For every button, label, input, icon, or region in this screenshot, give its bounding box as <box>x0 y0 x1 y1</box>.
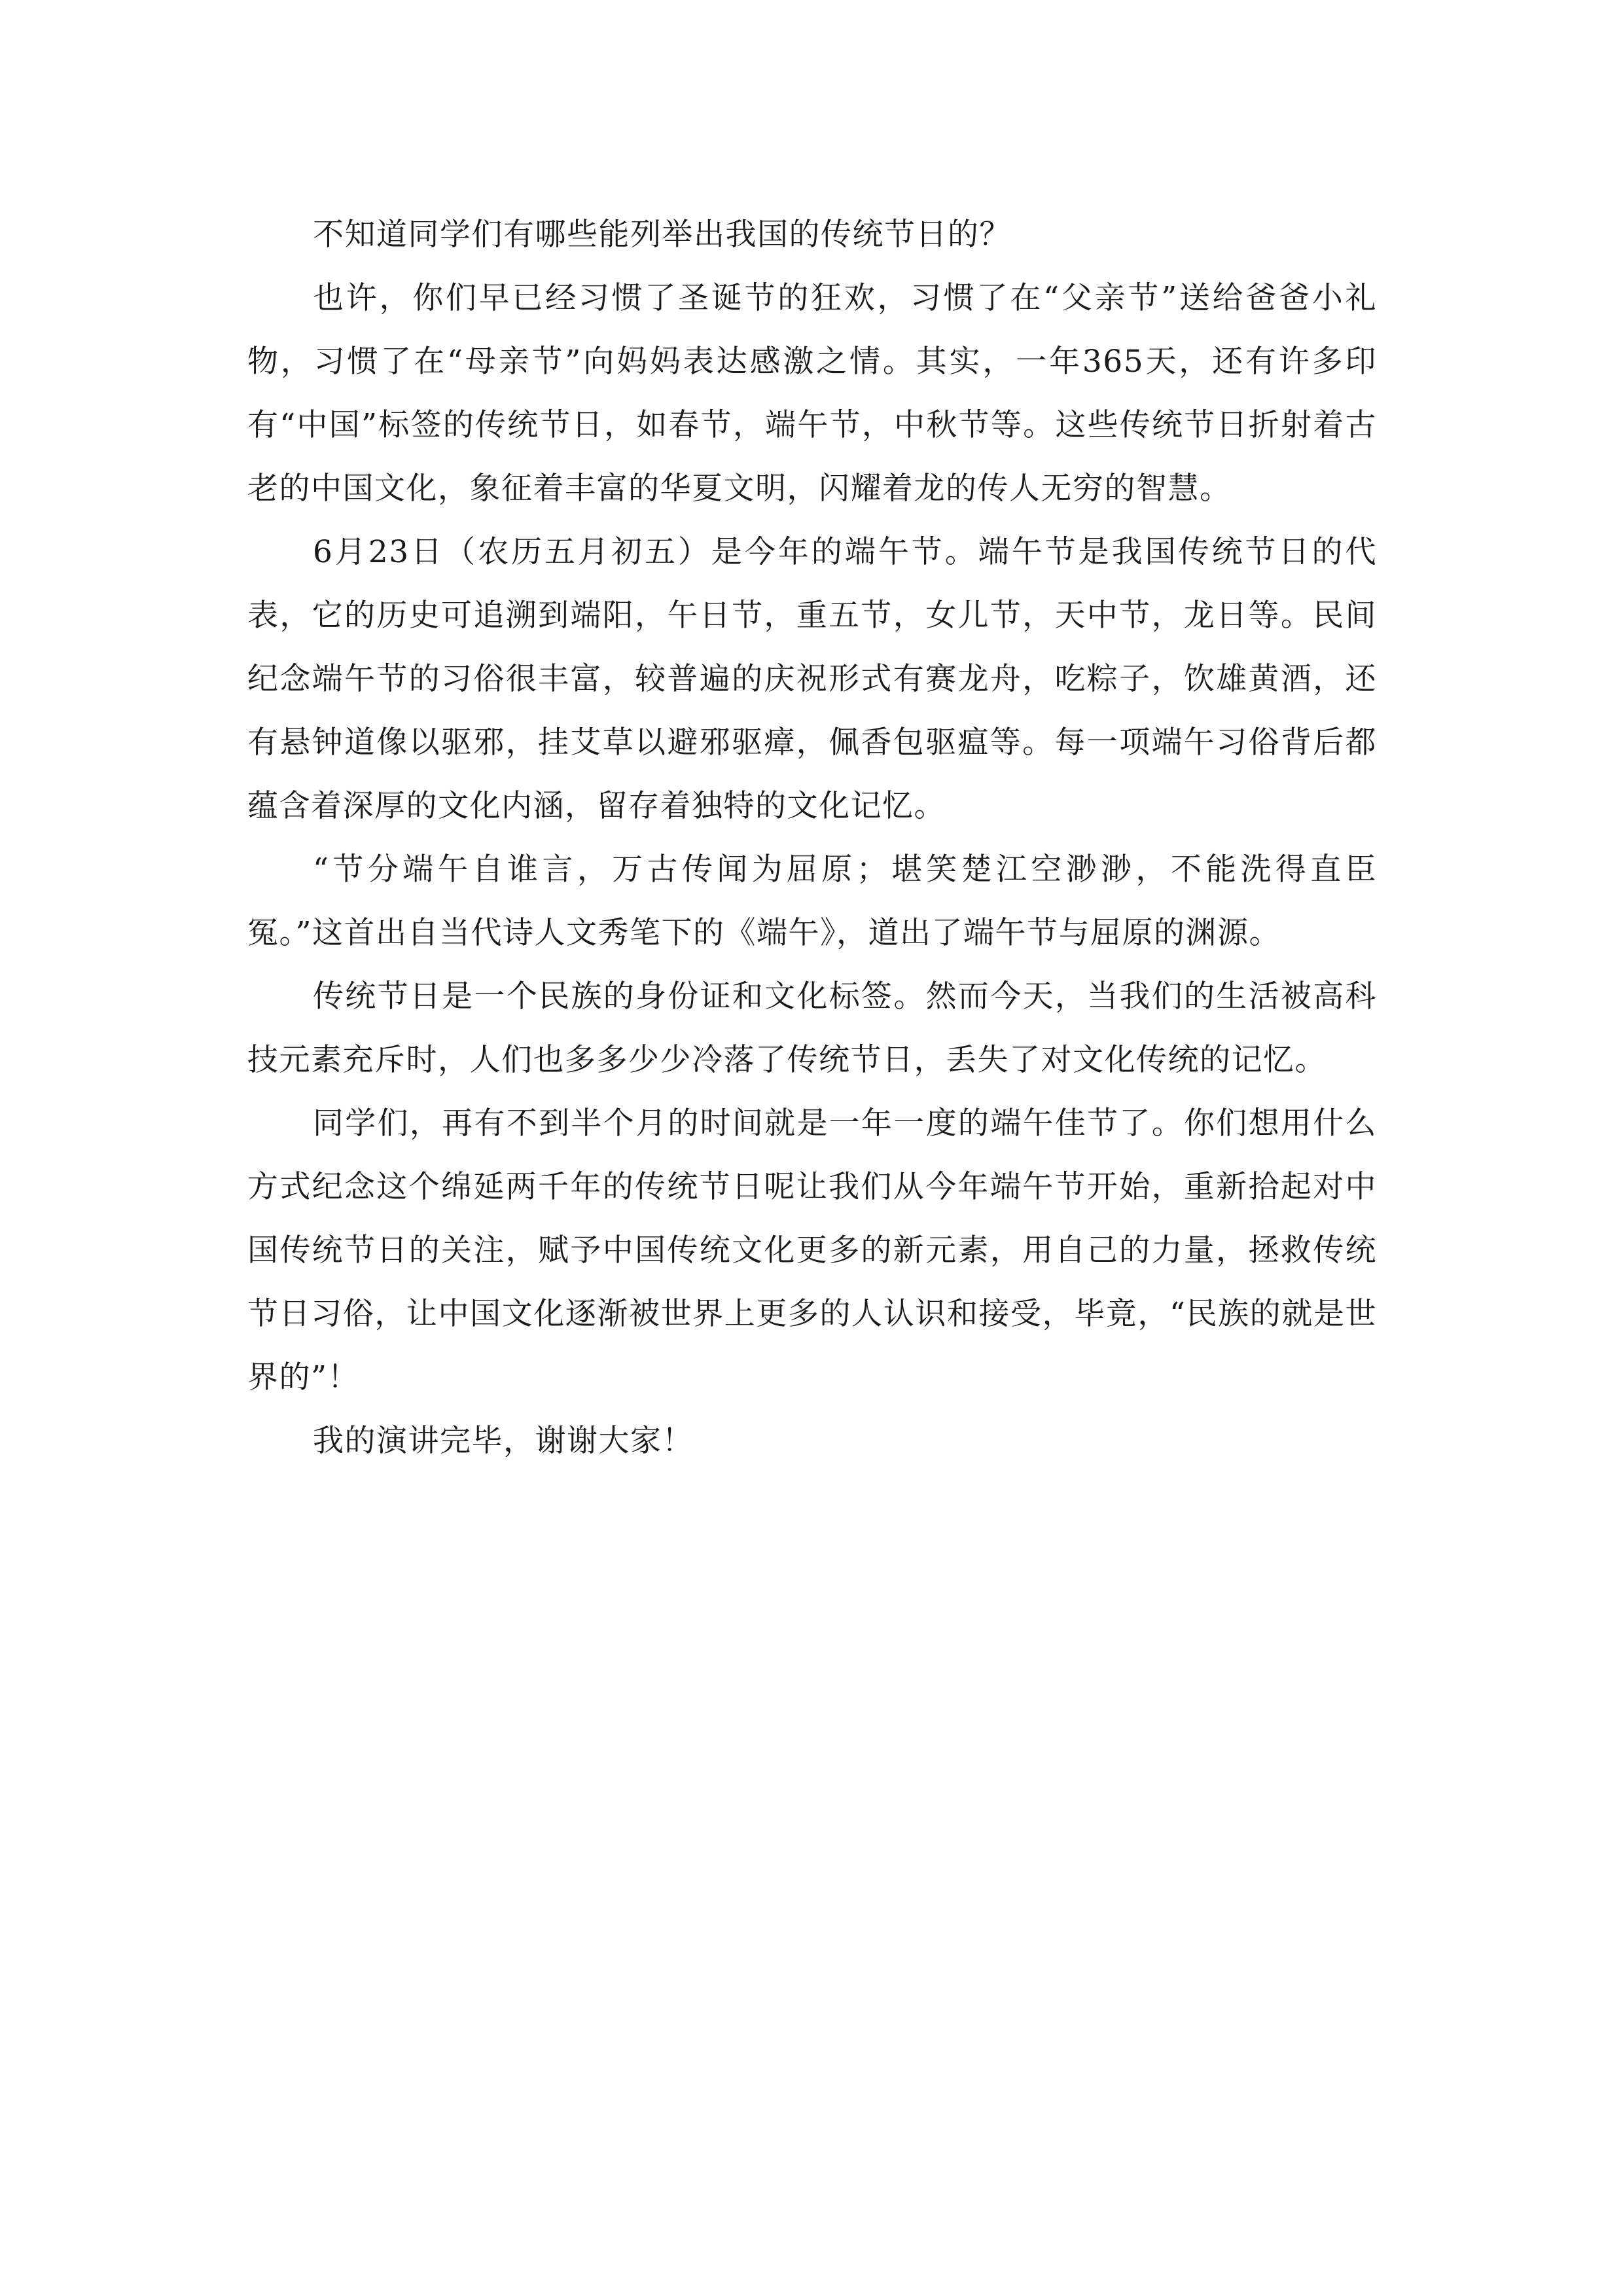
speech-body <box>247 203 1377 1473</box>
paragraph-opening-question: 不知道同学们有哪些能列举出我国的传统节日的？ <box>313 217 1011 253</box>
paragraph-cultural-identity: 传统节日是一个民族的身份证和文化标签。然而今天，当我们的生活被高科技元素充斥时，人们也多多少少冷落了传统节日，丢失了对文化传统的记忆。 <box>247 978 1377 1078</box>
paragraph-call-to-action: 同学们，再有不到半个月的时间就是一年一度的端午佳节了。你们想用什么方式纪念这个绵延两千年的传统节日呢让我们从今年端午节开始，重新拾起对中国传统节日的关注，赋予中国传统文化更多的新元素，用自己的力量，拯救传统节日习俗，让中国文化逐渐被世界上更多的人认识和接受，毕竟，“民族的就是世界的”！ <box>247 1105 1377 1395</box>
paragraph-western-holidays: 也许，你们早已经习惯了圣诞节的狂欢，习惯了在“父亲节”送给爸爸小礼物，习惯了在“母亲节”向妈妈表达感激之情。其实，一年365天，还有许多印有“中国”标签的传统节日，如春节，端午节，中秋节等。这些传统节日折射着古老的中国文化，象征着丰富的华夏文明，闪耀着龙的传人无穷的智慧。 <box>247 280 1377 507</box>
paragraph-dragon-boat-customs: 6月23日（农历五月初五）是今年的端午节。端午节是我国传统节日的代表，它的历史可追溯到端阳，午日节，重五节，女儿节，天中节，龙日等。民间纪念端午节的习俗很丰富，较普遍的庆祝形式有赛龙舟，吃粽子，饮雄黄酒，还有悬钟道像以驱邪，挂艾草以避邪驱瘴，佩香包驱瘟等。每一项端午习俗背后都蕴含着深厚的文化内涵，留存着独特的文化记忆。 <box>247 534 1377 824</box>
paragraph-closing: 我的演讲完毕，谢谢大家！ <box>313 1423 694 1459</box>
paragraph-poem-quote: “节分端午自谁言，万古传闻为屈原；堪笑楚江空渺渺，不能洗得直臣冤。”这首出自当代诗人文秀笔下的《端午》，道出了端午节与屈原的渊源。 <box>247 852 1377 951</box>
